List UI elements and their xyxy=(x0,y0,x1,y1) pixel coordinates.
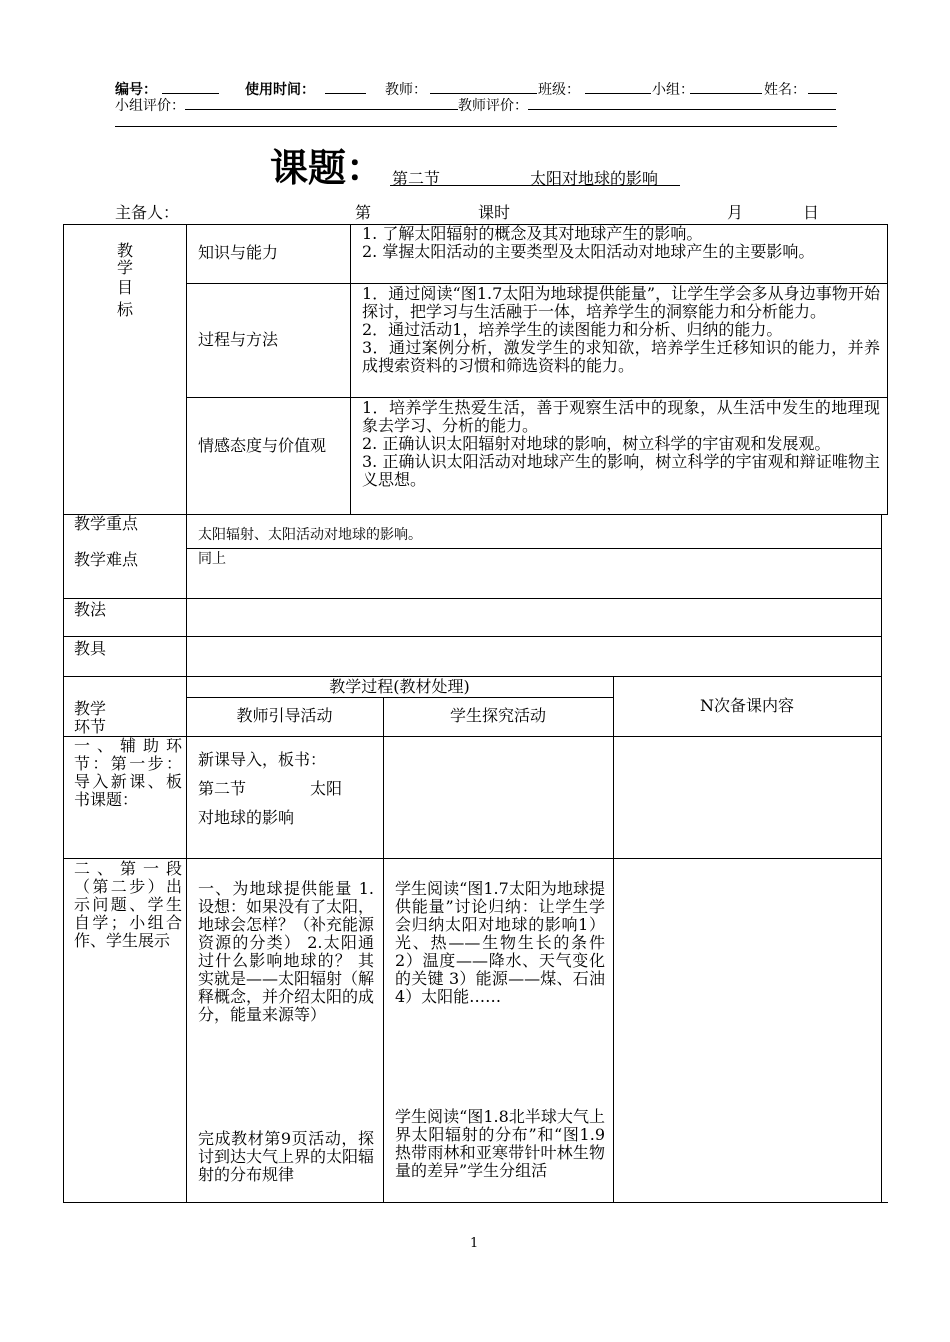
group-label: 小组： xyxy=(652,82,694,98)
meta-di: 第 xyxy=(355,203,372,222)
title-section: 第二节 xyxy=(392,169,441,188)
objectives-label-4: 标 xyxy=(116,300,133,319)
objective-emotion-3: 3. 正确认识太阳活动对地球产生的影响，树立科学的宇宙观和辩证唯物主义思想。 xyxy=(362,452,880,489)
objective-process-3: 3．通过案例分析，激发学生的求知欲，培养学生迁移知识的能力，并养成搜索资料的习惯和筛选资料的能力。 xyxy=(362,338,880,375)
objective-process-2: 2．通过活动1，培养学生的读图能力和分析、归纳的能力。 xyxy=(362,320,783,339)
teacher-row-1 xyxy=(198,745,374,832)
backup-header: N次备课内容 xyxy=(699,696,794,715)
header-divider xyxy=(115,126,837,127)
group-eval-label: 小组评价： xyxy=(115,98,185,114)
objective-category-process: 过程与方法 xyxy=(198,330,279,349)
number-blank[interactable] xyxy=(162,93,219,94)
objective-knowledge-content xyxy=(362,225,880,261)
objective-knowledge-1: 1. 了解太阳辐射的概念及其对地球产生的影响。 xyxy=(362,224,703,243)
difficulty-value: 同上 xyxy=(198,551,226,567)
objective-emotion-2: 2. 正确认识太阳辐射对地球的影响，树立科学的宇宙观和发展观。 xyxy=(362,434,831,453)
title-underline xyxy=(390,185,680,186)
teacher-row-1-line-1: 新课导入，板书： xyxy=(198,750,327,769)
teacher-row-1-line-2: 第二节 太阳 xyxy=(198,779,343,798)
title-topic: 太阳对地球的影响 xyxy=(530,169,659,188)
teacher-blank[interactable] xyxy=(430,93,537,94)
objective-process-content xyxy=(362,285,880,375)
class-blank[interactable] xyxy=(585,93,651,94)
teacher-row-1-line-3: 对地球的影响 xyxy=(198,808,295,827)
objectives-label-3: 目 xyxy=(116,278,133,297)
group-eval-blank[interactable] xyxy=(185,109,458,110)
difficulty-label: 教学难点 xyxy=(74,550,139,569)
preparer-label: 主备人： xyxy=(115,203,180,222)
meta-lesson: 课时 xyxy=(478,203,511,222)
time-label: 使用时间： xyxy=(245,82,315,98)
stage-row-2: 二、第一段（第二步）出示问题、学生自学；小组合作、学生展示 xyxy=(74,859,182,950)
teacher-label: 教师： xyxy=(385,82,427,98)
method-label: 教法 xyxy=(74,600,107,619)
stage-row-1: 一、辅助环节：第一步：导入新课、板书课题： xyxy=(74,736,182,809)
meta-month: 月 xyxy=(727,203,744,222)
student-row-2-b: 学生阅读“图1.8北半球大气上界太阳辐射的分布”和“图1.9 热带雨林和亚寒带针叶林生物量的差异”学生分组活 xyxy=(395,1108,605,1180)
key-point-value: 太阳辐射、太阳活动对地球的影响。 xyxy=(198,527,422,543)
class-label: 班级： xyxy=(538,82,580,98)
teacher-header: 教师引导活动 xyxy=(236,706,333,725)
group-blank[interactable] xyxy=(690,93,762,94)
teacher-row-2-a: 一、为地球提供能量 1.设想：如果没有了太阳，地球会怎样？（补充能源资源的分类） 2.太阳通过什么影响地球的？ 其实就是——太阳辐射（解释概念，并介绍太阳的成分，能量来源等） xyxy=(198,879,375,1024)
page-number: 1 xyxy=(470,1236,479,1251)
teacher-row-2-b: 完成教材第9页活动，探讨到达大气上界的太阳辐射的分布规律 xyxy=(198,1129,375,1184)
objective-category-knowledge: 知识与能力 xyxy=(198,243,279,262)
teacher-eval-blank[interactable] xyxy=(528,109,836,110)
process-header: 教学过程(教材处理) xyxy=(329,677,470,696)
objective-emotion-1: 1．培养学生热爱生活，善于观察生活中的现象，从生活中发生的地理现象去学习、分析的能力。 xyxy=(362,398,880,435)
name-label: 姓名： xyxy=(764,82,806,98)
objectives-label-1: 教 xyxy=(116,241,133,260)
student-row-2-a: 学生阅读“图1.7太阳为地球提供能量”讨论归纳：让学生学会归纳太阳对地球的影响1）光、热——生物生长的条件 2）温度——降水、天气变化的关键 3）能源——煤、石油 4）太阳能…… xyxy=(395,879,605,1006)
tools-label: 教具 xyxy=(74,639,107,658)
student-header: 学生探究活动 xyxy=(449,706,546,725)
number-label: 编号： xyxy=(115,82,157,98)
objective-emotion-content xyxy=(362,399,880,489)
meta-day: 日 xyxy=(803,203,820,222)
objective-knowledge-2: 2. 掌握太阳活动的主要类型及太阳活动对地球产生的主要影响。 xyxy=(362,242,815,261)
key-point-label: 教学重点 xyxy=(74,514,139,533)
objective-category-emotion: 情感态度与价值观 xyxy=(198,436,327,455)
stage-header: 教学环节 xyxy=(74,699,107,736)
title-prefix: 课题： xyxy=(270,146,385,190)
objectives-label-2: 学 xyxy=(116,258,133,277)
objective-process-1: 1．通过阅读“图1.7太阳为地球提供能量”，让学生学会多从身边事物开始探讨，把学习与生活融于一体，培养学生的洞察能力和分析能力。 xyxy=(362,284,880,321)
time-blank[interactable] xyxy=(325,93,366,94)
name-blank[interactable] xyxy=(808,93,837,94)
teacher-eval-label: 教师评价： xyxy=(458,98,528,114)
